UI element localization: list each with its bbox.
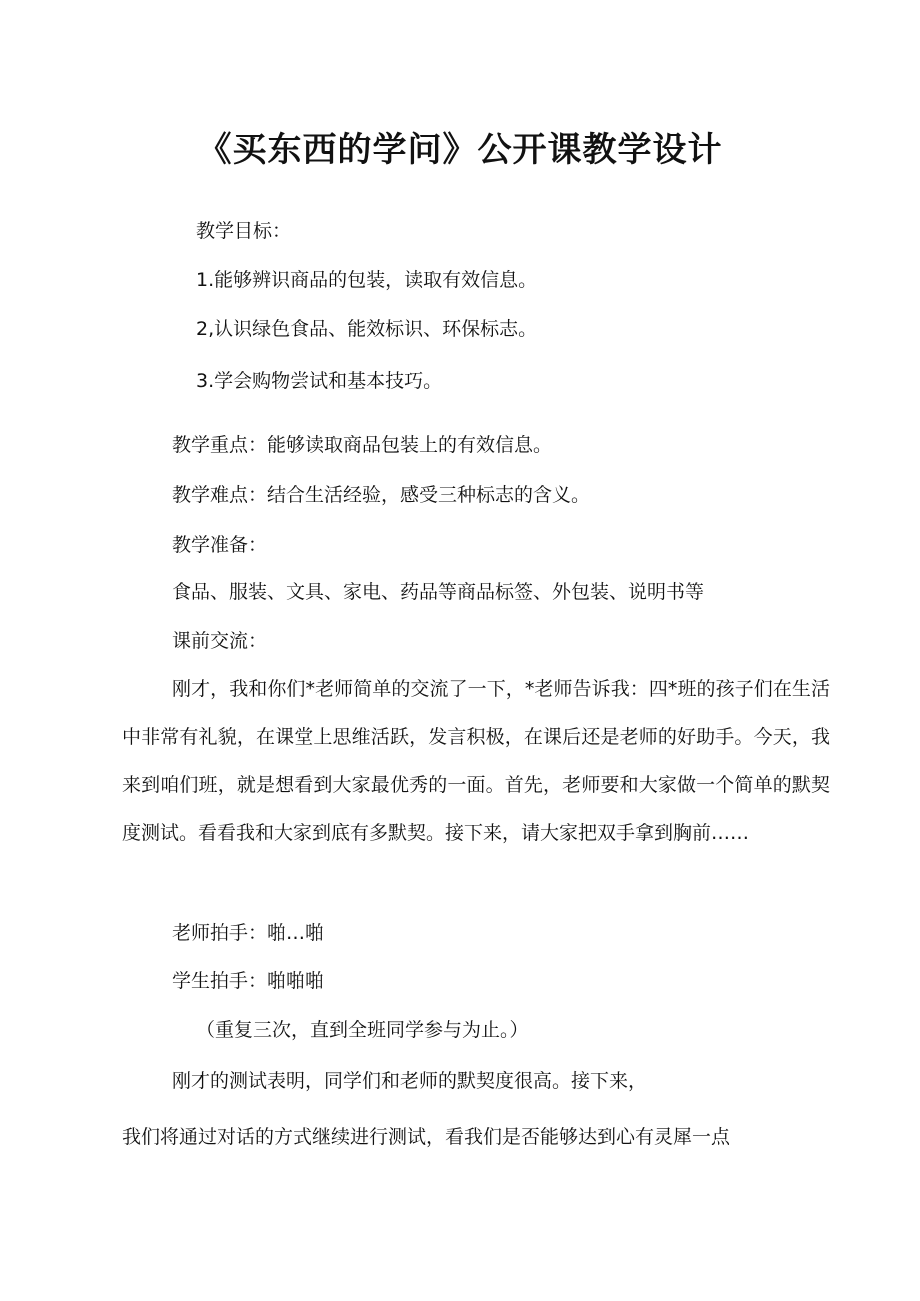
objective-item-3: 3.学会购物尝试和基本技巧。 <box>196 370 443 392</box>
key-point: 教学重点：能够读取商品包装上的有效信息。 <box>172 434 553 456</box>
repeat-note: （重复三次，直到全班同学参与为止。） <box>196 1019 529 1041</box>
intro-paragraph: 刚才，我和你们*老师简单的交流了一下，*老师告诉我：四*班的孩子们在生活中非常有礼貌，在课堂上思维活跃，发言积极，在课后还是老师的好助手。今天，我来到咱们班，就是想看到大家最优秀的一面。首先，老师要和大家做一个简单的默契度测试。看看我和大家到底有多默契。接下来，请大家把双手拿到胸前…… <box>122 678 830 844</box>
preparation-heading: 教学准备： <box>172 534 268 556</box>
objective-item-2: 2,认识绿色食品、能效标识、环保标志。 <box>196 318 538 340</box>
result-line: 刚才的测试表明，同学们和老师的默契度很高。接下来， <box>172 1070 648 1092</box>
objectives-heading: 教学目标： <box>196 220 292 242</box>
continue-line: 我们将通过对话的方式继续进行测试，看我们是否能够达到心有灵犀一点 <box>122 1126 731 1148</box>
objective-item-1: 1.能够辨识商品的包装，读取有效信息。 <box>196 269 538 291</box>
student-clap-line: 学生拍手：啪啪啪 <box>172 970 325 992</box>
document-title: 《买东西的学问》公开课教学设计 <box>197 130 723 170</box>
difficulty: 教学难点：结合生活经验，感受三种标志的含义。 <box>172 484 591 506</box>
teacher-clap-line: 老师拍手：啪…啪 <box>172 922 325 944</box>
pre-class-heading: 课前交流： <box>172 630 268 652</box>
preparation-materials: 食品、服装、文具、家电、药品等商品标签、外包装、说明书等 <box>172 581 705 603</box>
